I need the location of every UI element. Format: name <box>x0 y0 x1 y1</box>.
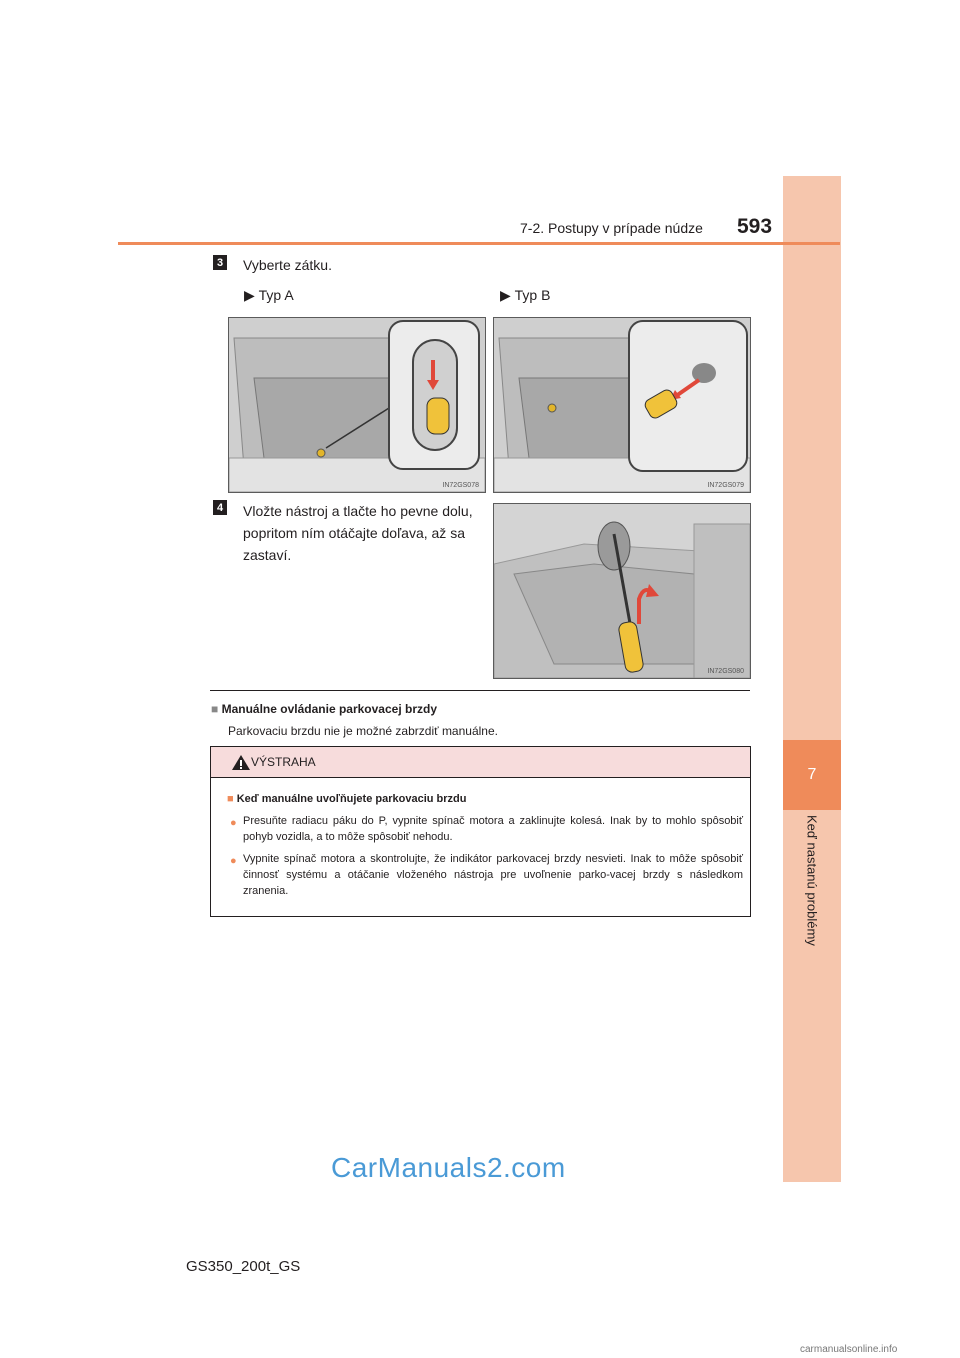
chapter-side-tab <box>783 176 841 1182</box>
step-4-text: Vložte nástroj a tlačte ho pevne dolu, popritom ním otáčajte doľava, až sa zastaví. <box>243 503 473 563</box>
step-4-badge: 4 <box>213 500 227 515</box>
bullet-dot-icon: ● <box>230 817 237 829</box>
figure-step-4-code: IN72GS080 <box>707 668 744 675</box>
warning-title-bar <box>211 747 750 778</box>
chapter-number: 7 <box>783 740 841 810</box>
screwdriver-illustration <box>494 504 750 678</box>
note-heading: ■ Manuálne ovládanie parkovacej brzdy <box>211 702 438 716</box>
watermark: CarManuals2.com <box>331 1152 566 1183</box>
figure-type-b <box>493 317 751 493</box>
type-a-label: ▶ Typ A <box>244 287 294 303</box>
warning-bullet-2: ● Vypnite spínač motora a skontrolujte, že indikátor parkovacej brzdy nesvieti. Inak to môže spôsobiť činnosť systému a otáčanie vloženého nástroja pre uvoľnenie parko-vacej brzdy s následkom zranenia. <box>230 853 743 897</box>
warning-box <box>210 746 751 917</box>
warning-heading: ■ Keď manuálne uvoľňujete parkovaciu brzdu <box>227 793 467 805</box>
warning-triangle-icon <box>231 754 251 771</box>
trunk-plug-illustration-a <box>229 318 485 492</box>
watermark-bottom: carmanualsonline.info <box>800 1344 898 1355</box>
warning-title: VÝSTRAHA <box>251 755 316 769</box>
type-b-label: ▶ Typ B <box>500 287 551 303</box>
square-bullet-icon: ■ <box>227 793 234 805</box>
step-3-text: Vyberte zátku. <box>243 257 332 273</box>
page-number: 593 <box>737 215 773 238</box>
figure-b-code: IN72GS079 <box>707 482 744 489</box>
footer-model: GS350_200t_GS <box>186 1258 301 1275</box>
figure-a-code: IN72GS078 <box>442 482 479 489</box>
square-bullet-icon: ■ <box>211 702 219 716</box>
warning-bullet-1: ● Presuňte radiacu páku do P, vypnite spínač motora a zaklinujte kolesá. Inak by to mohlo spôsobiť pohyb vozidla, a to môže spôsobiť nehodu. <box>230 815 743 843</box>
section-divider <box>210 690 750 691</box>
note-body: Parkovaciu brzdu nie je možné zabrzdiť manuálne. <box>228 724 498 738</box>
trunk-plug-illustration-b <box>494 318 750 492</box>
section-title: 7-2. Postupy v prípade núdze <box>520 220 703 236</box>
figure-step-4 <box>493 503 751 679</box>
header-rule <box>118 242 840 245</box>
chapter-title: Keď nastanú problémy <box>804 815 820 946</box>
arrow-icon: ▶ <box>244 287 259 303</box>
figure-type-a <box>228 317 486 493</box>
arrow-icon: ▶ <box>500 287 515 303</box>
bullet-dot-icon: ● <box>230 855 237 867</box>
step-3-badge: 3 <box>213 255 227 270</box>
